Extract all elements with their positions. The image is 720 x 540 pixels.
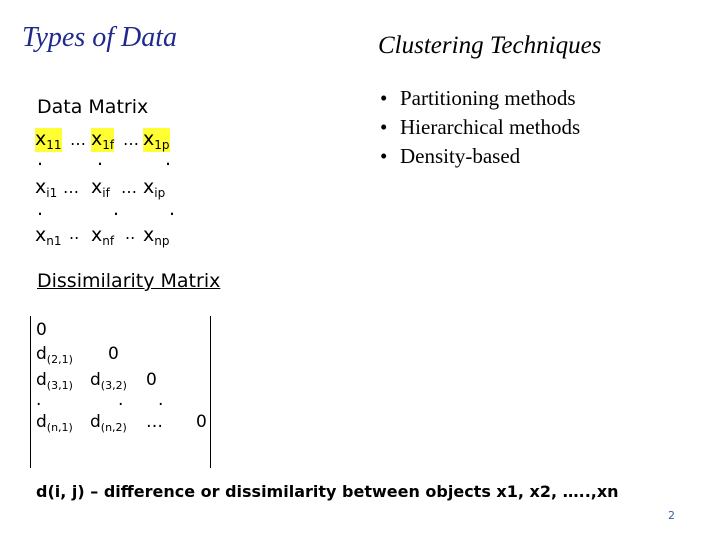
matrix-cell: $x_{np}$ <box>143 224 170 248</box>
matrix-cell: $d_{(n,2)}$ <box>90 412 127 434</box>
matrix-ellipsis: … <box>121 178 137 197</box>
matrix-cell: . <box>118 390 124 410</box>
matrix-cell: 0 <box>108 344 119 364</box>
matrix-ellipsis: .. <box>69 224 80 243</box>
matrix-cell: 0 <box>36 320 47 340</box>
matrix-cell: . <box>158 390 164 410</box>
page-number: 2 <box>668 509 675 522</box>
matrix-ellipsis: … <box>70 130 86 149</box>
matrix-cell: $d_{(2,1)}$ <box>36 344 73 366</box>
matrix-cell: . <box>37 198 44 220</box>
dissimilarity-note: d(i, j) – difference or dissimilarity between objects x1, x2, …..,xn <box>36 482 619 501</box>
matrix-cell: . <box>97 148 104 170</box>
matrix-cell: . <box>36 390 42 410</box>
data-matrix-heading: Data Matrix <box>37 96 149 118</box>
matrix-cell: $x_{11}$ <box>35 128 62 152</box>
matrix-cell: . <box>37 148 44 170</box>
matrix-cell: $x_{1f}$ <box>91 128 115 152</box>
matrix-ellipsis: … <box>63 178 79 197</box>
matrix-ellipsis: … <box>123 130 139 149</box>
matrix-cell: $x_{if}$ <box>91 176 110 200</box>
left-title: Types of Data <box>22 22 178 53</box>
right-title: Clustering Techniques <box>378 32 602 59</box>
technique-item: • Hierarchical methods <box>378 113 580 142</box>
dissimilarity-matrix <box>30 316 214 468</box>
matrix-cell: . <box>165 148 172 170</box>
matrix-cell: . <box>113 198 120 220</box>
matrix-cell: $x_{nf}$ <box>91 224 115 248</box>
matrix-cell: … <box>146 412 163 432</box>
matrix-cell: $x_{ip}$ <box>143 176 166 200</box>
matrix-cell: 0 <box>196 412 207 432</box>
matrix-cell: $d_{(n,1)}$ <box>36 412 73 434</box>
matrix-left-bracket <box>30 316 31 468</box>
matrix-cell: $d_{(3,1)}$ <box>36 370 73 392</box>
matrix-cell: 0 <box>146 370 157 390</box>
matrix-right-bracket <box>210 316 211 468</box>
dissimilarity-matrix-heading: Dissimilarity Matrix <box>37 270 221 292</box>
data-matrix <box>35 128 245 263</box>
technique-item: • Density-based <box>378 142 580 171</box>
matrix-cell: $x_{1p}$ <box>143 128 170 152</box>
matrix-ellipsis: .. <box>125 224 136 243</box>
technique-item: • Partitioning methods <box>378 84 580 113</box>
techniques-list <box>378 84 580 171</box>
matrix-cell: . <box>169 198 176 220</box>
matrix-cell: $x_{i1}$ <box>35 176 58 200</box>
matrix-cell: $x_{n1}$ <box>35 224 62 248</box>
matrix-cell: $d_{(3,2)}$ <box>90 370 127 392</box>
